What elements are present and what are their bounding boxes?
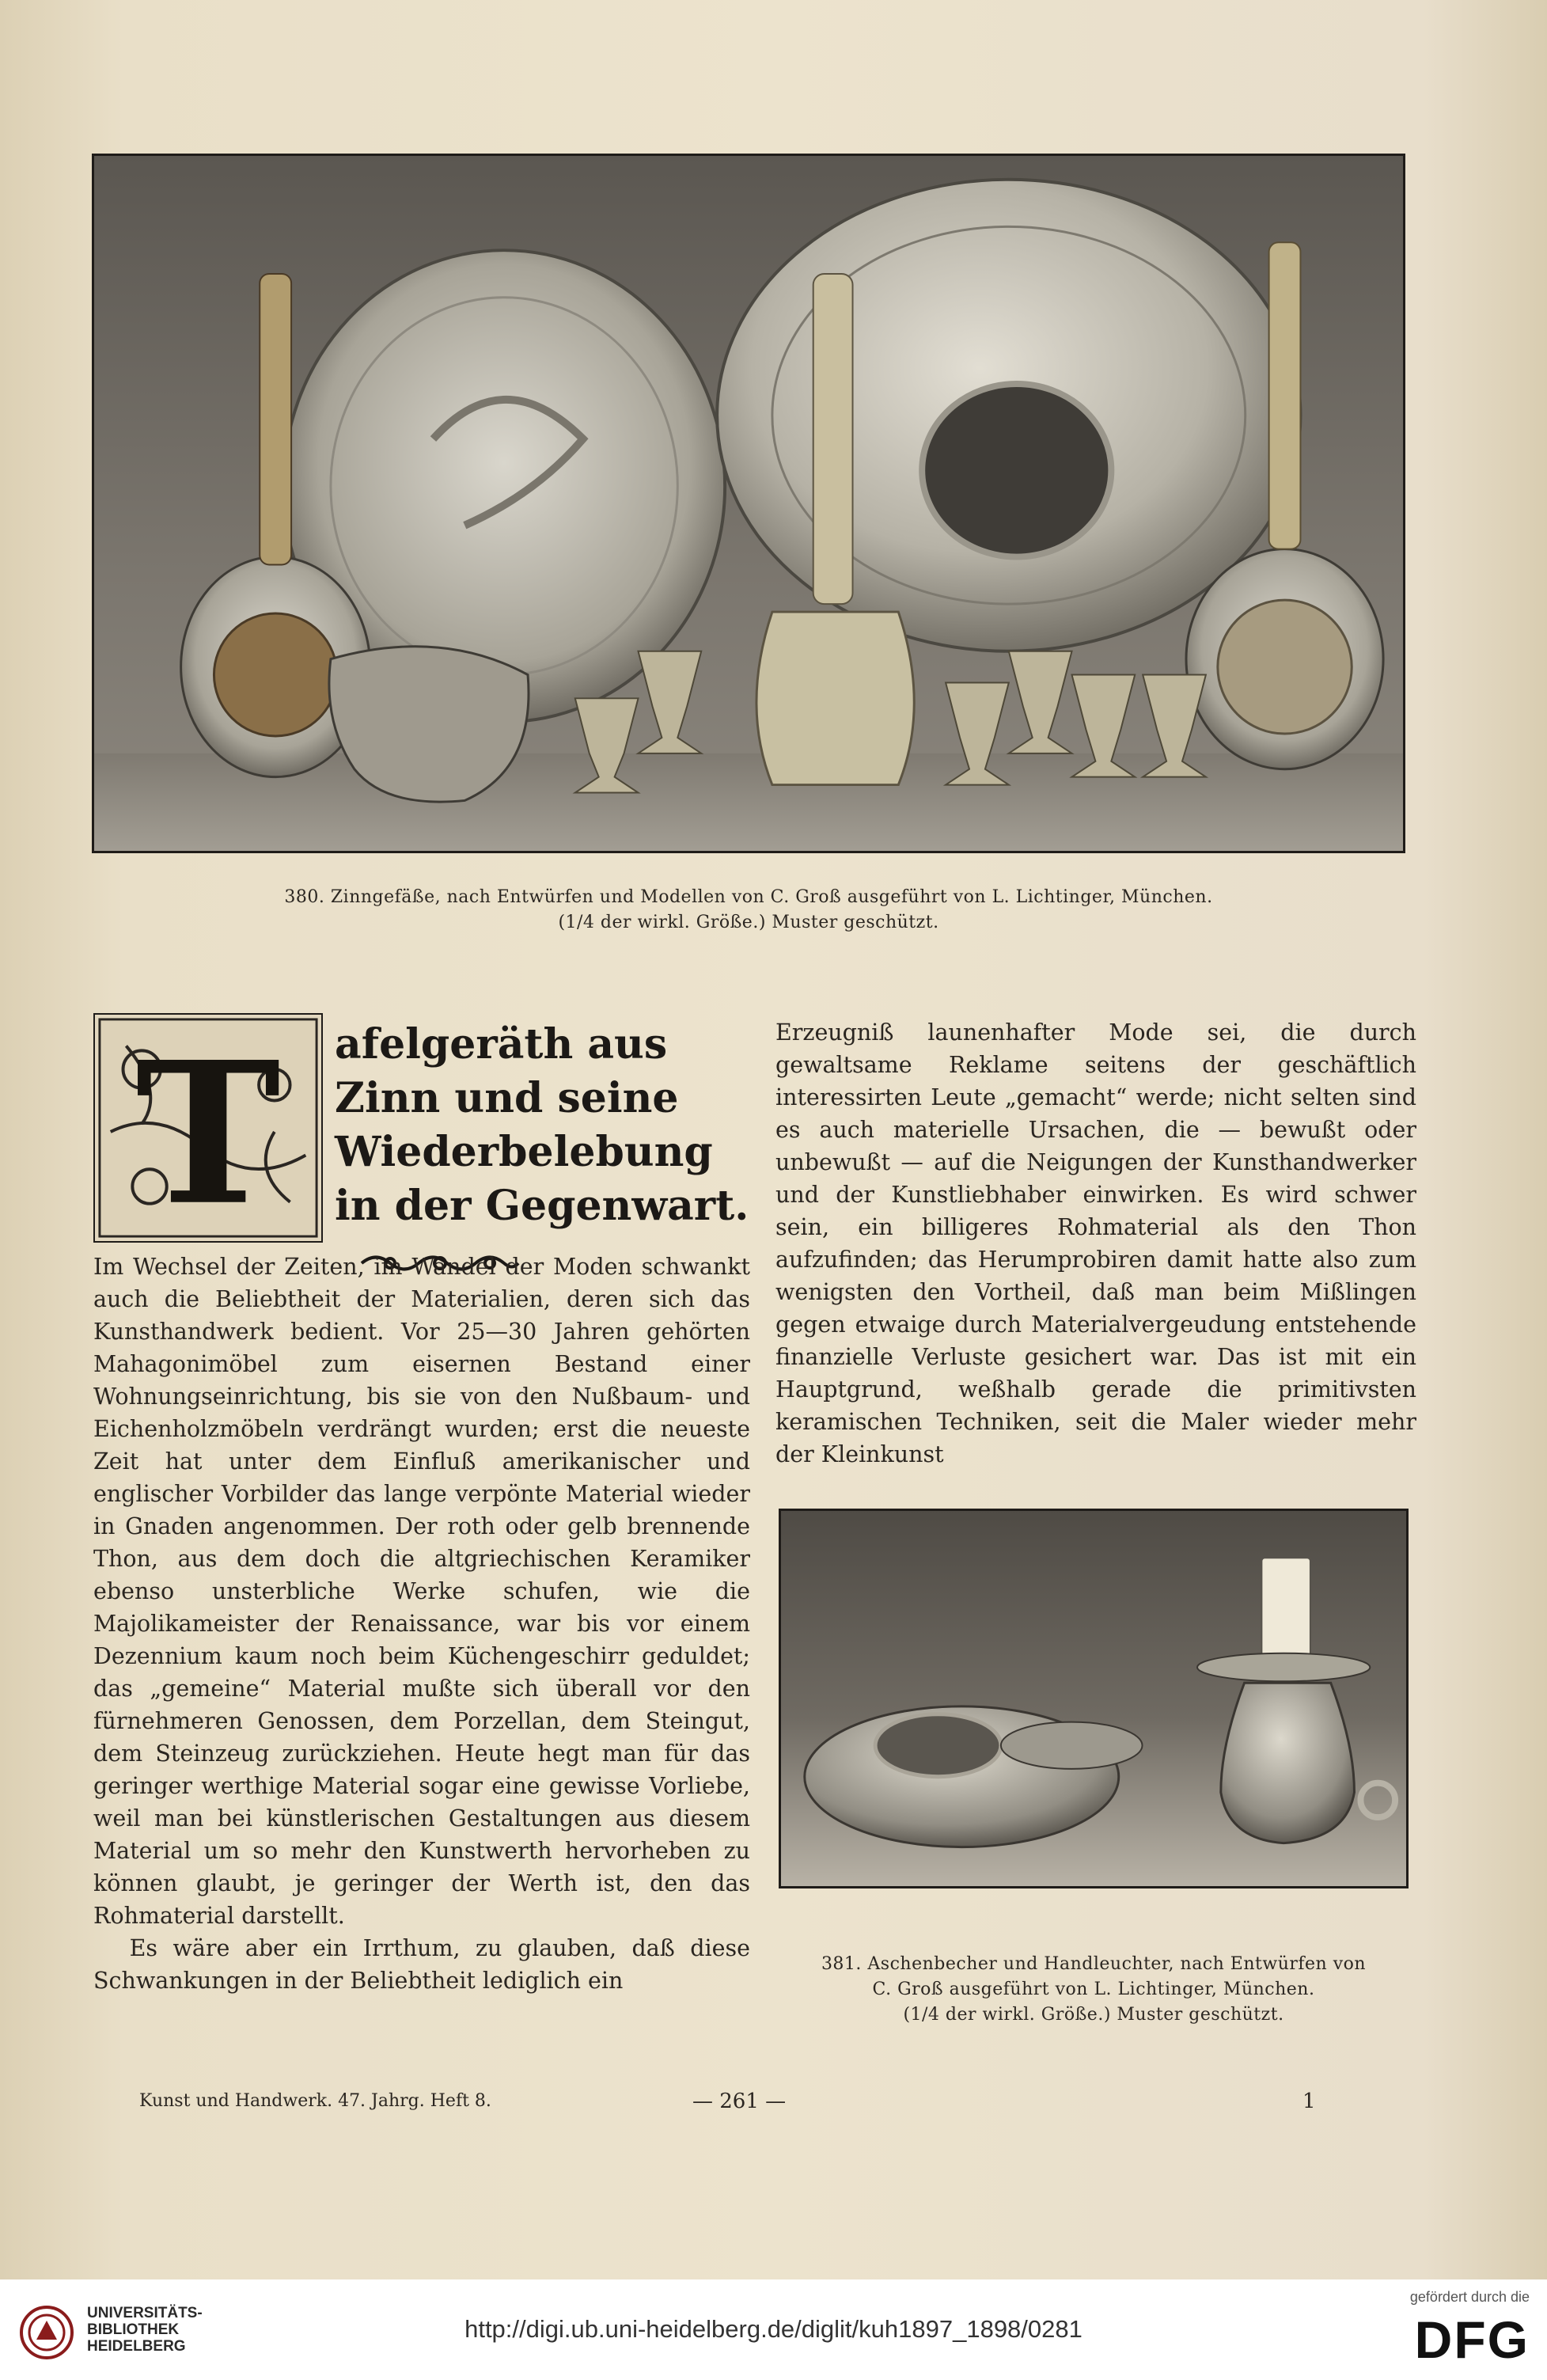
institution-line2: BIBLIOTHEK bbox=[87, 2321, 180, 2338]
figure-381-caption bbox=[779, 1952, 1409, 2028]
pewter-ware-illustration bbox=[94, 156, 1403, 851]
article-paragraph-2: Es wäre aber ein Irrthum, zu glauben, daß diese Schwankungen in der Beliebtheit lediglich ein bbox=[93, 1935, 750, 1994]
figure-380-caption bbox=[92, 885, 1405, 936]
article-title-text: afelgeräth aus Zinn und seine Wiederbelebung in der Gegenwart. bbox=[335, 1020, 749, 1230]
article-left-column bbox=[93, 1251, 750, 2074]
dfg-logo[interactable]: DFG bbox=[1414, 2310, 1530, 2369]
article-paragraph-1: Im Wechsel der Zeiten, im Wandel der Moden schwankt auch die Beliebtheit der Materialien, deren sich das Kunsthandwerk bedient. Vor 25—30 Jahren gehörten Mahagonimöbel zum eisernen Bestand einer Wohnungseinrichtung, bis sie von den Nußbaum- und Eichenholzmöbeln verdrängt wurden; erst die neueste Zeit hat unter dem Einfluß amerikanischer und englischer Vorbilder das lange verpönte Material wieder in Gnaden angenommen. Der roth oder gelb brennende Thon, aus dem doch die altgriechischen Keramiker ebenso unsterbliche Werke schufen, wie die Majolikameister der Renaissance, war bis vor einem Dezennium kaum noch beim Küchengeschirr geduldet; das „gemeine“ Material mußte sich überall vor den fürnehmeren Genossen, dem Porzellan, dem Steingut, dem Steinzeug zurückziehen. Heute hegt man für das geringer werthige Material sogar eine gewisse Vorliebe, weil man bei künstlerischen Gestaltungen aus diesem Material um so mehr den Kunstwerth hervorheben zu können glaubt, je geringer der Werth ist, den das Rohmaterial darstellt. bbox=[93, 1254, 750, 1929]
floral-initial-illustration bbox=[95, 1015, 321, 1241]
figure-380-caption-line2: (1/4 der wirkl. Größe.) Muster geschützt. bbox=[558, 913, 939, 932]
ashtray-candlestick-illustration bbox=[781, 1511, 1406, 1886]
article-right-column bbox=[775, 1016, 1416, 1467]
figure-380-caption-line1: 380. Zinngefäße, nach Entwürfen und Modellen von C. Groß ausgeführt von L. Lichtinger, München. bbox=[284, 887, 1213, 907]
figure-381-photo bbox=[779, 1509, 1409, 1888]
figure-381-caption-line3: (1/4 der wirkl. Größe.) Muster geschützt. bbox=[903, 2005, 1284, 2025]
decorated-initial bbox=[93, 1013, 323, 1243]
signature-mark: 1 bbox=[1302, 2090, 1316, 2113]
funding-note: gefördert durch die bbox=[1409, 2289, 1530, 2305]
institution-line1: UNIVERSITÄTS- bbox=[87, 2305, 203, 2321]
figure-380-photo bbox=[92, 154, 1405, 853]
article-title-block bbox=[93, 1013, 750, 1243]
permalink-url[interactable]: http://digi.ub.uni-heidelberg.de/diglit/kuh1897_1898/0281 bbox=[464, 2315, 1083, 2343]
page-number: — 261 — bbox=[692, 2090, 787, 2113]
drop-cap-letter: T bbox=[135, 1019, 281, 1241]
running-title: Kunst und Handwerk. 47. Jahrg. Heft 8. bbox=[139, 2091, 491, 2111]
institution-line3: HEIDELBERG bbox=[87, 2338, 186, 2355]
article-title bbox=[335, 1018, 750, 1290]
figure-381-caption-line2: C. Groß ausgeführt von L. Lichtinger, München. bbox=[872, 1980, 1315, 1999]
article-right-paragraph: Erzeugniß launenhafter Mode sei, die durch gewaltsame Reklame seitens der geschäftlich interessirten Leute „gemacht“ werde; nicht selten sind es auch materielle Ursachen, die — bewußt oder unbewußt — auf die Neigungen der Kunsthandwerker und der Kunstliebhaber einwirken. Es wird schwer sein, ein billigeres Rohmaterial als den Thon aufzufinden; das Herumprobiren damit hatte also zum wenigsten den Vortheil, daß man beim Mißlingen gegen etwaige durch Materialvergeudung entstehende finanzielle Verluste gesichert war. Das ist mit ein Hauptgrund, weßhalb gerade die primitivsten keramischen Techniken, seit die Maler wieder mehr der Kleinkunst bbox=[775, 1019, 1416, 1467]
figure-381-caption-line1: 381. Aschenbecher und Handleuchter, nach Entwürfen von bbox=[821, 1954, 1367, 1974]
